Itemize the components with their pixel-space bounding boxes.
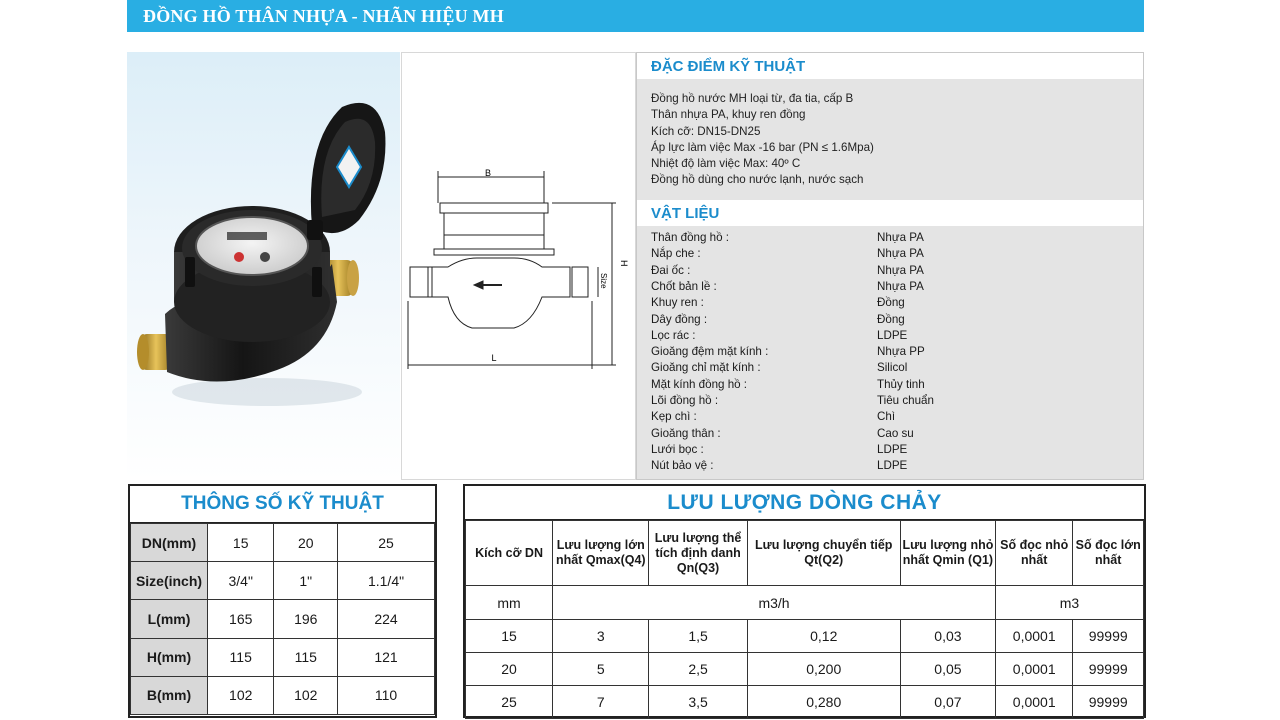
unit-cell: m3 (995, 586, 1143, 620)
material-row (651, 393, 1131, 409)
table-cell: 115 (208, 638, 274, 676)
table-row (131, 676, 435, 714)
table-cell: 99999 (1073, 620, 1144, 653)
material-row (651, 246, 1131, 262)
flow-table-title: LƯU LƯỢNG DÒNG CHẢY (465, 486, 1144, 520)
label-h: H (619, 260, 629, 267)
title-bar (127, 0, 1144, 32)
spec-list (651, 91, 874, 189)
spec-line: Đồng hồ dùng cho nước lạnh, nước sạch (651, 173, 864, 187)
material-key: Chốt bản lề : (651, 279, 717, 293)
material-row (651, 263, 1131, 279)
dimension-diagram (402, 53, 637, 481)
spec-heading (637, 53, 1143, 79)
table-cell: 0,280 (747, 686, 900, 719)
table-row (466, 653, 1144, 686)
product-photo (127, 52, 400, 480)
table-cell: 0,12 (747, 620, 900, 653)
table-row (466, 620, 1144, 653)
material-value: Nhựa PA (877, 279, 924, 293)
material-row (651, 426, 1131, 442)
table-cell: 1,5 (649, 620, 747, 653)
table-cell: 115 (274, 638, 338, 676)
page-title: ĐỒNG HỒ THÂN NHỰA - NHÃN HIỆU MH (143, 6, 504, 26)
spec-line: Thân nhựa PA, khuy ren đồng (651, 108, 806, 122)
label-b: B (484, 168, 492, 178)
spec-line: Kích cỡ: DN15-DN25 (651, 124, 761, 138)
material-row (651, 344, 1131, 360)
unit-cell: m3/h (553, 586, 996, 620)
material-value: Nhựa PA (877, 231, 924, 244)
table-row (131, 524, 435, 562)
table-row (131, 600, 435, 638)
material-row (651, 230, 1131, 246)
material-row (651, 360, 1131, 376)
material-value: LDPE (877, 328, 908, 342)
table-cell: 1" (274, 562, 338, 600)
flow-table (463, 484, 1146, 718)
table-cell: 99999 (1073, 686, 1144, 719)
table-cell: 15 (466, 620, 553, 653)
table-cell: 2,5 (649, 653, 747, 686)
unit-cell: mm (466, 586, 553, 620)
unit-row (466, 586, 1144, 620)
table-cell: 0,0001 (995, 686, 1072, 719)
table-row (466, 686, 1144, 719)
table-cell: 99999 (1073, 653, 1144, 686)
spec-title: ĐẶC ĐIỂM KỸ THUẬT (651, 58, 806, 75)
material-value: Nhựa PA (877, 263, 924, 277)
water-meter-image (127, 52, 400, 480)
material-key: Đai ốc : (651, 263, 691, 277)
material-value: Silicol (877, 361, 908, 375)
material-row (651, 312, 1131, 328)
table-row (131, 562, 435, 600)
material-key: Lưới bọc : (651, 442, 704, 456)
table-cell: 165 (208, 600, 274, 638)
material-value: Thủy tinh (877, 377, 925, 391)
table-cell: 20 (274, 524, 338, 562)
material-row (651, 328, 1131, 344)
flow-grid (465, 520, 1144, 719)
table-cell: 1.1/4" (338, 562, 435, 600)
column-header: Lưu lượng thể tích định danh Qn(Q3) (649, 521, 747, 586)
material-value: Nhựa PA (877, 247, 924, 261)
table-cell: 196 (274, 600, 338, 638)
material-value: Tiêu chuẩn (877, 394, 934, 407)
table-cell: 7 (553, 686, 649, 719)
column-header: Số đọc lớn nhất (1073, 521, 1144, 586)
row-header: DN(mm) (131, 524, 208, 562)
column-header: Lưu lượng lớn nhất Qmax(Q4) (553, 521, 649, 586)
materials-heading (637, 200, 1143, 226)
material-key: Gioăng thân : (651, 426, 721, 440)
material-value: LDPE (877, 459, 908, 473)
table-cell: 0,0001 (995, 653, 1072, 686)
table-row (131, 638, 435, 676)
table-cell: 5 (553, 653, 649, 686)
table-cell: 3/4" (208, 562, 274, 600)
row-header: B(mm) (131, 676, 208, 714)
row-header: L(mm) (131, 600, 208, 638)
material-key: Lõi đồng hồ : (651, 394, 719, 407)
material-row (651, 458, 1131, 474)
material-value: Chì (877, 410, 896, 424)
material-row (651, 409, 1131, 425)
material-key: Nút bảo vệ : (651, 459, 714, 473)
table-cell: 3 (553, 620, 649, 653)
column-header: Số đọc nhỏ nhất (995, 521, 1072, 586)
material-value: Nhựa PP (877, 345, 925, 359)
material-value: Đồng (877, 312, 905, 326)
table-cell: 110 (338, 676, 435, 714)
material-value: LDPE (877, 442, 908, 456)
spec-line: Nhiệt độ làm việc Max: 40º C (651, 157, 801, 171)
table-cell: 102 (274, 676, 338, 714)
material-value: Đồng (877, 296, 905, 310)
spec-panel (636, 52, 1144, 480)
table-cell: 102 (208, 676, 274, 714)
spec-line: Áp lực làm việc Max -16 bar (PN ≤ 1.6Mpa) (651, 140, 874, 154)
table-cell: 15 (208, 524, 274, 562)
technical-drawing (401, 52, 636, 480)
table-cell: 0,0001 (995, 620, 1072, 653)
materials-title: VẬT LIỆU (651, 205, 720, 222)
table-cell: 0,07 (900, 686, 995, 719)
table-cell: 121 (338, 638, 435, 676)
column-header: Lưu lượng nhỏ nhất Qmin (Q1) (900, 521, 995, 586)
material-key: Gioăng đệm mặt kính : (651, 345, 769, 359)
label-size: Size (599, 273, 608, 289)
material-key: Nắp che : (651, 247, 701, 261)
material-row (651, 377, 1131, 393)
material-key: Kẹp chì : (651, 410, 697, 424)
label-l: L (491, 353, 497, 363)
tech-table-title: THÔNG SỐ KỸ THUẬT (130, 486, 435, 523)
material-key: Thân đồng hồ : (651, 231, 729, 244)
material-row (651, 279, 1131, 295)
material-value: Cao su (877, 426, 914, 440)
material-key: Lọc rác : (651, 328, 696, 342)
table-cell: 224 (338, 600, 435, 638)
material-row (651, 295, 1131, 311)
spec-line: Đồng hồ nước MH loại từ, đa tia, cấp B (651, 92, 854, 105)
table-cell: 0,200 (747, 653, 900, 686)
table-cell: 0,05 (900, 653, 995, 686)
material-key: Dây đồng : (651, 312, 708, 326)
tech-table (128, 484, 437, 718)
material-key: Mặt kính đồng hồ : (651, 377, 748, 391)
table-cell: 0,03 (900, 620, 995, 653)
table-cell: 25 (338, 524, 435, 562)
column-header: Kích cỡ DN (466, 521, 553, 586)
header-row (466, 521, 1144, 586)
column-header: Lưu lượng chuyển tiếp Qt(Q2) (747, 521, 900, 586)
material-row (651, 442, 1131, 458)
material-key: Gioăng chỉ mặt kính : (651, 361, 761, 375)
row-header: H(mm) (131, 638, 208, 676)
row-header: Size(inch) (131, 562, 208, 600)
tech-grid (130, 523, 435, 715)
table-cell: 20 (466, 653, 553, 686)
material-key: Khuy ren : (651, 296, 704, 310)
table-cell: 3,5 (649, 686, 747, 719)
table-cell: 25 (466, 686, 553, 719)
